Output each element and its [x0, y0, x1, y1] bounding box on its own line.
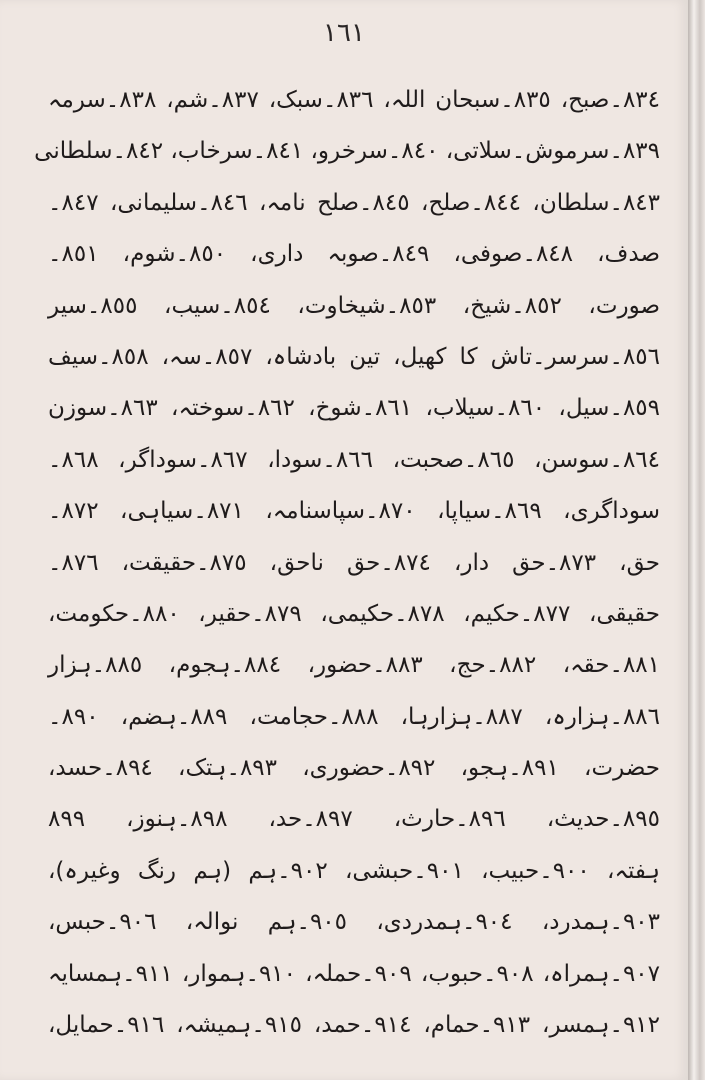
text-line: ٩٠٧۔ہمراہ، ٩٠٨۔حبوب، ٩٠٩۔حملہ، ٩١٠۔ہموار، ٩١١۔ہمسایہ	[48, 960, 660, 987]
book-gutter	[688, 0, 705, 1080]
text-line: ٩١٢۔ہمسر، ٩١٣۔حمام، ٩١٤۔حمد، ٩١٥۔ہمیشہ، ٩١٦۔حمایل،	[48, 1012, 660, 1039]
text-line: ہفتہ، ٩٠٠۔حبیب، ٩٠١۔حبشی، ٩٠٢۔ہم (ہم رنگ وغیرہ)،	[48, 857, 661, 884]
text-line: ٨٨١۔حقہ، ٨٨٢۔حج، ٨٨٣۔حضور، ٨٨٤۔ہجوم، ٨٨٥۔ہزار	[48, 652, 660, 679]
text-line: ٨٨٦۔ہزارہ، ٨٨٧۔ہزارہا، ٨٨٨۔حجامت، ٨٨٩۔ہضم، ٨٩٠۔	[48, 703, 660, 730]
text-line: ٩٠٣۔ہمدرد، ٩٠٤۔ہمدردی، ٩٠٥۔ہم نوالہ، ٩٠٦۔حبس،	[48, 909, 660, 936]
text-line: حق، ٨٧٣۔حق دار، ٨٧٤۔حق ناحق، ٨٧٥۔حقیقت، ٨٧٦۔	[48, 549, 660, 576]
page-number: ١٦١	[323, 18, 365, 48]
text-line: حقیقی، ٨٧٧۔حکیم، ٨٧٨۔حکیمی، ٨٧٩۔حقیر، ٨٨٠۔حکومت،	[48, 600, 660, 627]
text-line: سوداگری، ٨٦٩۔سیاپا، ٨٧٠۔سپاسنامہ، ٨٧١۔سیاہی، ٨٧٢۔	[48, 498, 661, 525]
text-line: حضرت، ٨٩١۔ہجو، ٨٩٢۔حضوری، ٨٩٣۔ہتک، ٨٩٤۔حسد،	[48, 755, 660, 782]
text-line: ٨٤٣۔سلطان، ٨٤٤۔صلح، ٨٤٥۔صلح نامہ، ٨٤٦۔سلیمانی، ٨٤٧۔	[48, 189, 661, 216]
text-line: ٨٣٩۔سرموش۔سلاتی، ٨٤٠۔سرخرو، ٨٤١۔سرخاب، ٨٤٢۔سلطانی	[34, 138, 660, 165]
text-line: صدف، ٨٤٨۔صوفی، ٨٤٩۔صوبہ داری، ٨٥٠۔شوم، ٨٥١۔	[48, 241, 661, 268]
text-line: ٨٩٥۔حدیث، ٨٩٦۔حارث، ٨٩٧۔حد، ٨٩٨۔ہنوز، ٨٩٩	[48, 806, 660, 833]
text-block	[34, 75, 661, 1051]
text-line: ٨٥٩۔سیل، ٨٦٠۔سیلاب، ٨٦١۔شوخ، ٨٦٢۔سوختہ، ٨٦٣۔سوزن	[48, 395, 660, 422]
text-line: ٨٣٤۔صبح، ٨٣٥۔سبحان اللہ، ٨٣٦۔سبک، ٨٣٧۔شم، ٨٣٨۔سرمہ	[48, 87, 660, 113]
text-line: صورت، ٨٥٢۔شیخ، ٨٥٣۔شیخاوت، ٨٥٤۔سیب، ٨٥٥۔سیر	[48, 292, 660, 319]
text-line: ٨٥٦۔سرسر۔تاش کا کھیل، تین بادشاہ، ٨٥٧۔سہ، ٨٥٨۔سیف	[48, 343, 660, 370]
text-line: ٨٦٤۔سوسن، ٨٦٥۔صحبت، ٨٦٦۔سودا، ٨٦٧۔سوداگر، ٨٦٨۔	[48, 446, 660, 473]
